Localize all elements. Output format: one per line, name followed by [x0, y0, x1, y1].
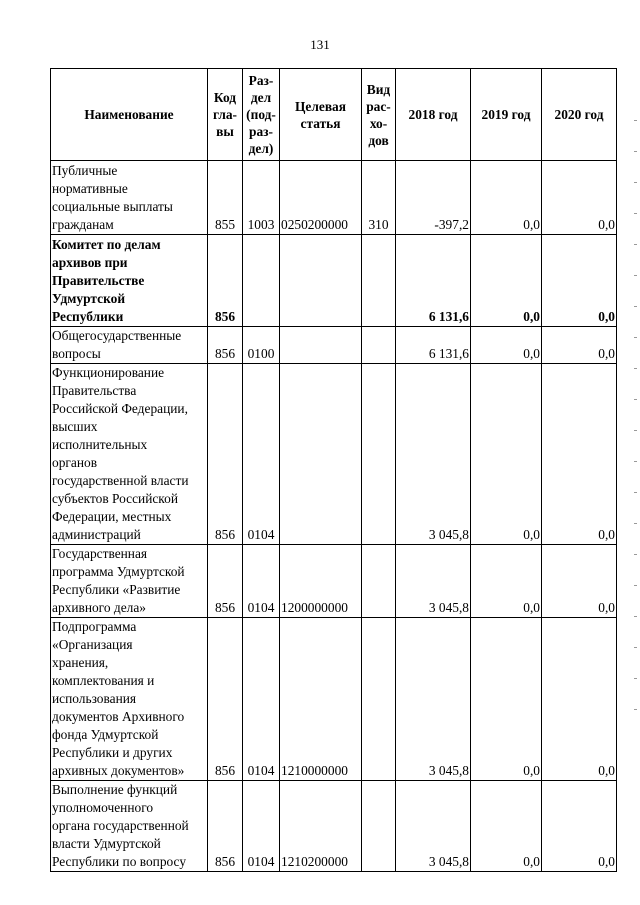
cell-code: 855	[208, 161, 243, 235]
cell-2018: 3 045,8	[396, 545, 471, 618]
cell-2019: 0,0	[471, 781, 542, 872]
cell-2019: 0,0	[471, 364, 542, 545]
cell-expense	[362, 364, 396, 545]
cell-name: Комитет по делам архивов при Правительстве Удмуртской Республики	[51, 235, 208, 327]
cell-target: 1200000000	[280, 545, 362, 618]
cell-name: Подпрограмма «Организация хранения, комплектования и использования документов Архивного фонда Удмуртской Республики и других архивных документов»	[51, 618, 208, 781]
cell-2020: 0,0	[542, 781, 617, 872]
page-number: 131	[310, 37, 330, 52]
cell-target: 0250200000	[280, 161, 362, 235]
cell-2020: 0,0	[542, 545, 617, 618]
header-expense: Вид рас- хо- дов	[362, 69, 396, 161]
cell-expense	[362, 327, 396, 364]
budget-table	[50, 68, 617, 872]
cell-2019: 0,0	[471, 235, 542, 327]
table-body	[51, 161, 617, 872]
cell-target	[280, 327, 362, 364]
cell-name: Государственная программа Удмуртской Республики «Развитие архивного дела»	[51, 545, 208, 618]
cell-2019: 0,0	[471, 161, 542, 235]
header-row	[51, 69, 617, 161]
cell-2020: 0,0	[542, 364, 617, 545]
table-row	[51, 781, 617, 872]
table-row	[51, 618, 617, 781]
cell-section: 0104	[243, 364, 280, 545]
header-code: Код гла- вы	[208, 69, 243, 161]
table-row	[51, 364, 617, 545]
cell-code: 856	[208, 235, 243, 327]
cell-section: 0104	[243, 781, 280, 872]
cell-section: 1003	[243, 161, 280, 235]
header-2018: 2018 год	[396, 69, 471, 161]
cell-2020: 0,0	[542, 327, 617, 364]
cell-2018: 3 045,8	[396, 364, 471, 545]
cell-name: Функционирование Правительства Российской Федерации, высших исполнительных органов государственной власти субъектов Российской Федерации, местных администраций	[51, 364, 208, 545]
table-row	[51, 235, 617, 327]
cell-section: 0100	[243, 327, 280, 364]
cell-expense: 310	[362, 161, 396, 235]
cell-2018: 6 131,6	[396, 327, 471, 364]
cell-2020: 0,0	[542, 618, 617, 781]
table-row	[51, 327, 617, 364]
cell-code: 856	[208, 327, 243, 364]
scan-edge-marks	[634, 120, 638, 760]
cell-2019: 0,0	[471, 327, 542, 364]
header-2019: 2019 год	[471, 69, 542, 161]
cell-code: 856	[208, 364, 243, 545]
cell-code: 856	[208, 618, 243, 781]
cell-2019: 0,0	[471, 618, 542, 781]
table-row	[51, 161, 617, 235]
cell-code: 856	[208, 545, 243, 618]
cell-target	[280, 235, 362, 327]
cell-name: Общегосударственные вопросы	[51, 327, 208, 364]
cell-target: 1210200000	[280, 781, 362, 872]
header-name: Наименование	[51, 69, 208, 161]
cell-section: 0104	[243, 618, 280, 781]
cell-2018: -397,2	[396, 161, 471, 235]
cell-section: 0104	[243, 545, 280, 618]
cell-target: 1210000000	[280, 618, 362, 781]
cell-2019: 0,0	[471, 545, 542, 618]
table-row	[51, 545, 617, 618]
cell-2018: 3 045,8	[396, 781, 471, 872]
cell-section	[243, 235, 280, 327]
cell-2020: 0,0	[542, 235, 617, 327]
cell-expense	[362, 235, 396, 327]
cell-expense	[362, 618, 396, 781]
header-2020: 2020 год	[542, 69, 617, 161]
cell-name: Выполнение функций уполномоченного органа государственной власти Удмуртской Республики по вопросу	[51, 781, 208, 872]
header-target: Целевая статья	[280, 69, 362, 161]
cell-2018: 3 045,8	[396, 618, 471, 781]
header-section: Раз- дел (под- раз- дел)	[243, 69, 280, 161]
cell-2020: 0,0	[542, 161, 617, 235]
cell-expense	[362, 781, 396, 872]
cell-code: 856	[208, 781, 243, 872]
cell-name: Публичные нормативные социальные выплаты гражданам	[51, 161, 208, 235]
cell-2018: 6 131,6	[396, 235, 471, 327]
cell-target	[280, 364, 362, 545]
cell-expense	[362, 545, 396, 618]
